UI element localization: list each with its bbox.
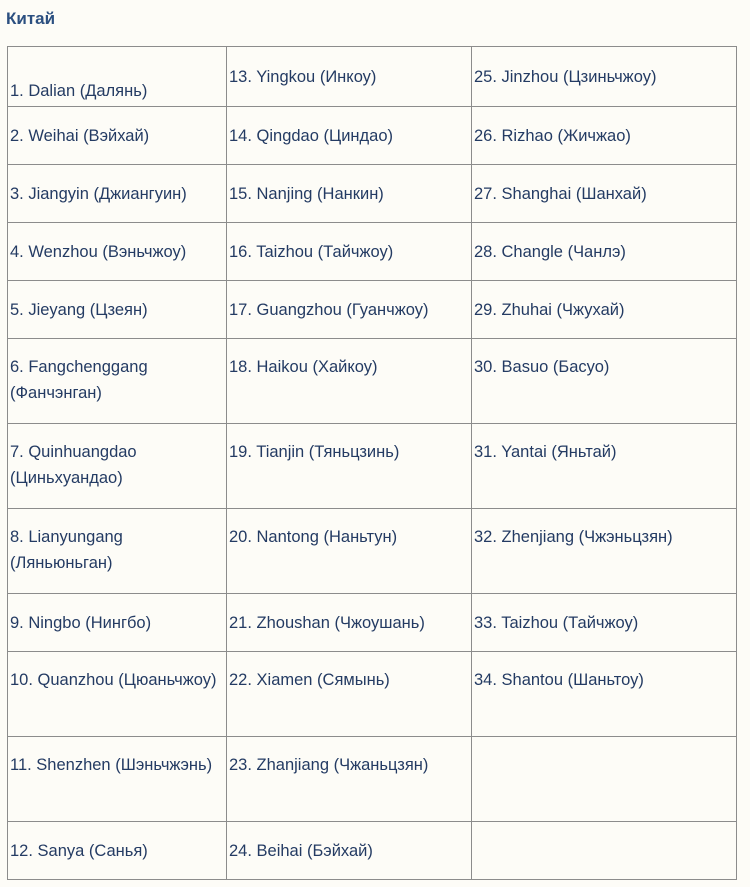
table-row bbox=[8, 223, 737, 281]
table-cell: 17. Guangzhou (Гуанчжоу) bbox=[227, 281, 472, 339]
table-row bbox=[8, 339, 737, 424]
table-cell: 12. Sanya (Санья) bbox=[8, 822, 227, 880]
table-cell: 29. Zhuhai (Чжухай) bbox=[472, 281, 737, 339]
table-cell: 10. Quanzhou (Цюаньчжоу) bbox=[8, 652, 227, 737]
table-cell: 27. Shanghai (Шанхай) bbox=[472, 165, 737, 223]
table-row bbox=[8, 737, 737, 822]
table-cell: 22. Xiamen (Сямынь) bbox=[227, 652, 472, 737]
table-cell: 28. Changle (Чанлэ) bbox=[472, 223, 737, 281]
table-cell: 24. Beihai (Бэйхай) bbox=[227, 822, 472, 880]
table-row bbox=[8, 652, 737, 737]
table-cell: 21. Zhoushan (Чжоушань) bbox=[227, 594, 472, 652]
table-cell: 20. Nantong (Наньтун) bbox=[227, 509, 472, 594]
table-cell: 31. Yantai (Яньтай) bbox=[472, 424, 737, 509]
table-cell: 18. Haikou (Хайкоу) bbox=[227, 339, 472, 424]
table-cell: 3. Jiangyin (Джиангуин) bbox=[8, 165, 227, 223]
table-cell bbox=[472, 737, 737, 822]
ports-table bbox=[7, 46, 737, 880]
table-cell: 1. Dalian (Далянь) bbox=[8, 47, 227, 107]
table-cell: 14. Qingdao (Циндао) bbox=[227, 107, 472, 165]
table-cell: 32. Zhenjiang (Чжэньцзян) bbox=[472, 509, 737, 594]
table-row bbox=[8, 594, 737, 652]
table-cell: 6. Fangchenggang (Фанчэнган) bbox=[8, 339, 227, 424]
table-cell: 7. Quinhuangdao (Циньхуандао) bbox=[8, 424, 227, 509]
table-row bbox=[8, 281, 737, 339]
table-cell: 25. Jinzhou (Цзиньчжоу) bbox=[472, 47, 737, 107]
table-cell: 30. Basuo (Басуо) bbox=[472, 339, 737, 424]
table-cell: 19. Tianjin (Тяньцзинь) bbox=[227, 424, 472, 509]
table-cell: 23. Zhanjiang (Чжаньцзян) bbox=[227, 737, 472, 822]
table-row bbox=[8, 509, 737, 594]
table-cell: 4. Wenzhou (Вэньчжоу) bbox=[8, 223, 227, 281]
table-row bbox=[8, 107, 737, 165]
table-row bbox=[8, 424, 737, 509]
page-heading: Китай bbox=[6, 9, 56, 28]
table-cell: 15. Nanjing (Нанкин) bbox=[227, 165, 472, 223]
table-cell: 34. Shantou (Шаньтоу) bbox=[472, 652, 737, 737]
table-cell: 13. Yingkou (Инкоу) bbox=[227, 47, 472, 107]
table-row bbox=[8, 47, 737, 107]
table-cell: 8. Lianyungang (Ляньюньган) bbox=[8, 509, 227, 594]
table-cell: 11. Shenzhen (Шэньчжэнь) bbox=[8, 737, 227, 822]
table-cell: 5. Jieyang (Цзеян) bbox=[8, 281, 227, 339]
table-cell: 9. Ningbo (Нингбо) bbox=[8, 594, 227, 652]
table-cell: 33. Taizhou (Тайчжоу) bbox=[472, 594, 737, 652]
table-row bbox=[8, 165, 737, 223]
table-cell: 2. Weihai (Вэйхай) bbox=[8, 107, 227, 165]
table-cell: 26. Rizhao (Жичжао) bbox=[472, 107, 737, 165]
table-row bbox=[8, 822, 737, 880]
table-cell bbox=[472, 822, 737, 880]
table-cell: 16. Taizhou (Тайчжоу) bbox=[227, 223, 472, 281]
